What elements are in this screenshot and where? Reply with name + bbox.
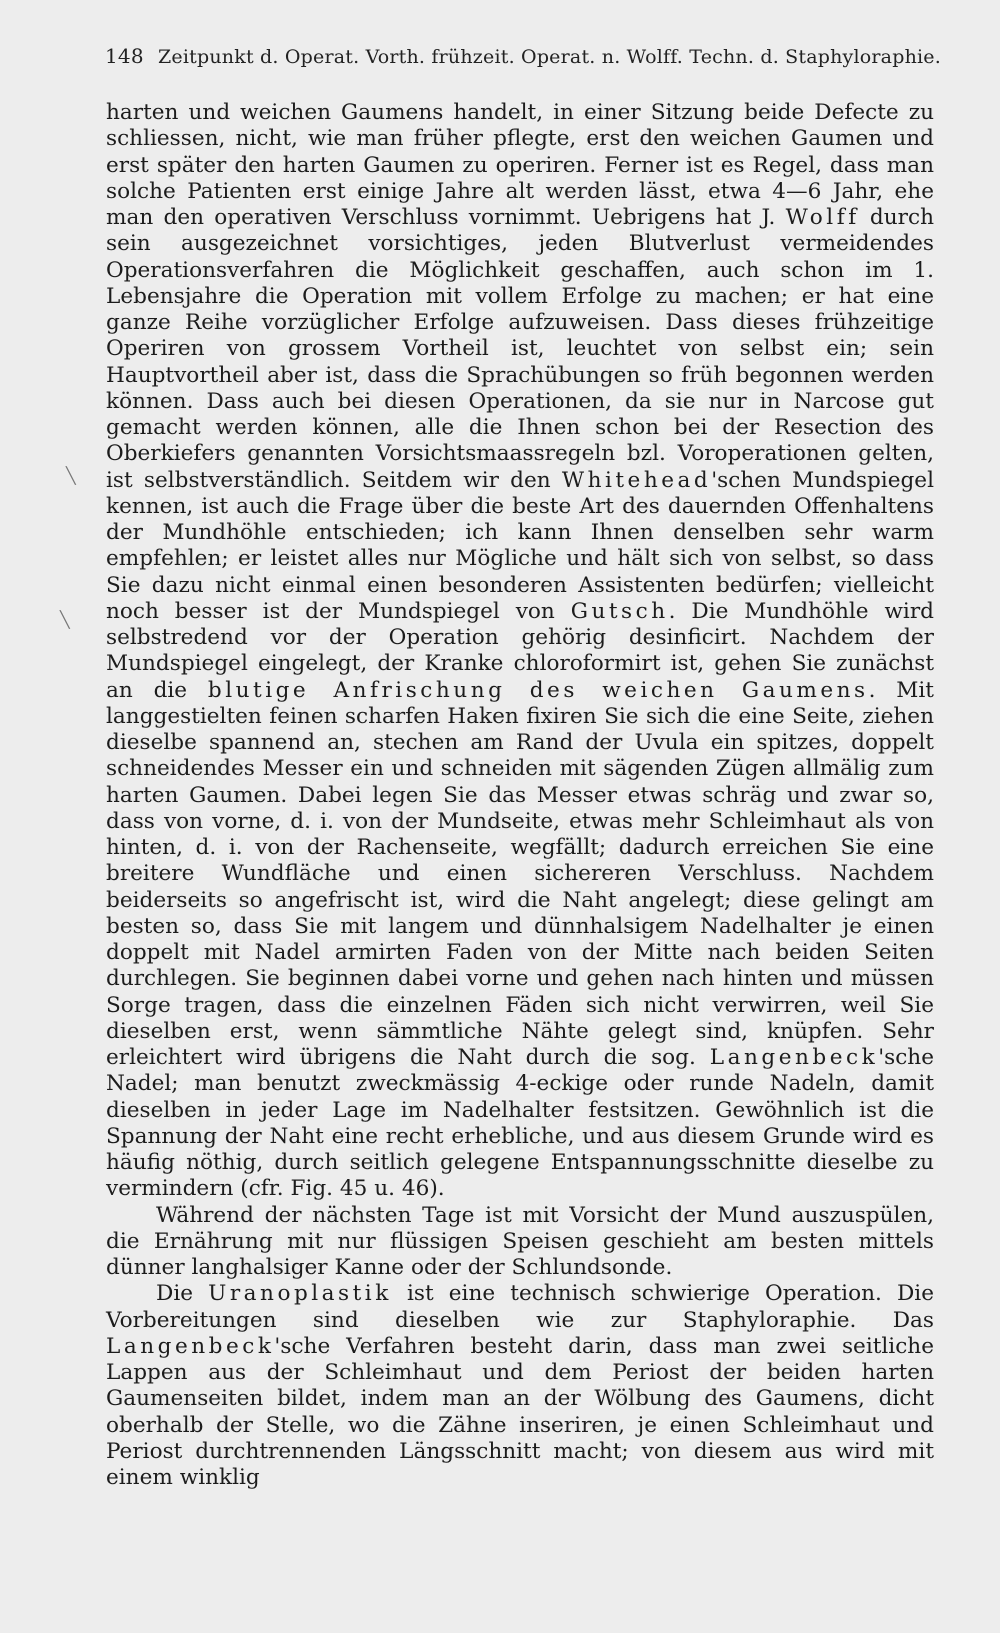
body-text [106,100,934,1491]
paragraph-text: 'schen Mundspiegel kennen, ist auch die Frage über die beste Art des dauernden Offenhaltens der Mundhöhle entschieden; ich kann Ihnen denselben sehr warm empfehlen; er leistet alles nur Mögliche und hält sich von selbst, so dass Sie dazu nicht einmal einen besonderen Assistenten bedürfen; vielleicht noch besser ist der Mundspiegel von [106,467,934,624]
running-title: Zeitpunkt d. Operat. Vorth. frühzeit. Operat. n. Wolff. Techn. d. Staphyloraphie. [158,46,941,68]
spaced-name-text: Wolff [785,205,860,230]
page-number: 148 [105,44,144,68]
spaced-name-text: Uranoplastik [208,1281,392,1307]
spaced-name-text: Langenbeck [709,1045,879,1070]
spaced-name-text: Gutsch [570,598,669,624]
paragraph [106,1281,934,1491]
spaced-name-text: blutige Anfrischung des weichen Gaumens [207,677,869,703]
margin-tick-mark: ╲ [66,466,76,485]
paragraph-text: 'sche Verfahren besteht darin, dass man zwei seitliche Lappen aus der Schleimhaut und dem Periost der beiden harten Gaumenseiten bildet, indem man an der Wölbung des Gaumens, dicht oberhalb der Stelle, wo die Zähne inseriren, je einen Schleimhaut und Periost durchtrennenden Längsschnitt macht; von diesem aus wird mit einem winklig [106,1333,934,1490]
running-header [105,44,941,68]
paragraph-text: durch sein ausgezeichnet vorsichtiges, jeden Blutverlust vermeidendes Operationsverfahren die Möglichkeit geschaffen, auch schon im 1. Lebensjahre die Operation mit vollem Erfolge zu machen; er hat eine ganze Reihe vorzüglicher Erfolge aufzuweisen. Dass dieses frühzeitige Operiren von grossem Vortheil ist, leuchtet von selbst ein; sein Hauptvortheil aber ist, dass die Sprachübungen so früh begonnen werden können. Dass auch bei diesen Operationen, da sie nur in Narcose gut gemacht werden können, alle die Ihnen schon bei der Resection des Oberkiefers genannten Vorsichtsmaassregeln bzl. Voroperationen gelten, ist selbstverständlich. Seitdem wir den [106,205,934,493]
paragraph-text: ist eine technisch schwierige Operation. Die Vorbereitungen sind dieselben wie zur Staphyloraphie. Das [106,1281,934,1333]
paragraph-text: Während der nächsten Tage ist mit Vorsicht der Mund auszuspülen, die Ernährung mit nur flüssigen Speisen geschieht am besten mittels dünner langhalsiger Kanne oder der Schlundsonde. [106,1202,934,1280]
paragraph [106,1203,934,1282]
margin-tick-mark: ╲ [60,610,70,629]
spaced-name-text: Whitehead [561,467,712,493]
paragraph [106,100,934,1203]
paragraph-text: . Mit langgestielten feinen scharfen Haken fixiren Sie sich die eine Seite, ziehen dieselbe spannend an, stechen am Rand der Uvula ein spitzes, doppelt schneidendes Messer ein und schneiden mit sägenden Zügen allmälig zum harten Gaumen. Dabei legen Sie das Messer etwas schräg und zwar so, dass von vorne, d. i. von der Mundseite, etwas mehr Schleimhaut als von hinten, d. i. von der Rachenseite, wegfällt; dadurch erreichen Sie eine breitere Wundfläche und einen sichereren Verschluss. Nachdem beiderseits so angefrischt ist, wird die Naht angelegt; diese gelingt am besten so, dass Sie mit langem und dünnhalsigem Nadelhalter je einen doppelt mit Nadel armirten Faden von der Mitte nach beiden Seiten durchlegen. Sie beginnen dabei vorne und gehen nach hinten und müssen Sorge tragen, dass die einzelnen Fäden sich nicht verwirren, weil Sie dieselben erst, wenn sämmtliche Nähte gelegt sind, knüpfen. Sehr erleichtert wird übrigens die Naht durch die sog. [106,677,934,1070]
spaced-name-text: Langenbeck [106,1333,275,1359]
paragraph-text: . Die Mundhöhle wird selbstredend vor der Operation gehörig desinficirt. Nachdem der Mundspiegel eingelegt, der Kranke chloroformirt ist, gehen Sie zunächst an die [106,598,934,703]
paragraph-text: 'sche Nadel; man benutzt zweckmässig 4-eckige oder runde Nadeln, damit dieselben in jeder Lage im Nadelhalter festsitzen. Gewöhnlich ist die Spannung der Naht eine recht erhebliche, und aus diesem Grunde wird es häufig nöthig, durch seitlich gelegene Entspannungsschnitte dieselbe zu vermindern (cfr. Fig. 45 u. 46). [106,1045,934,1202]
paragraph-text: harten und weichen Gaumens handelt, in einer Sitzung beide Defecte zu schliessen, nicht, wie man früher pflegte, erst den weichen Gaumen und erst später den harten Gaumen zu operiren. Ferner ist es Regel, dass man solche Patienten erst einige Jahre alt werden lässt, etwa 4—6 Jahr, ehe man den operativen Verschluss vornimmt. Uebrigens hat J. [106,100,934,230]
paragraph-text: Die [156,1281,209,1307]
